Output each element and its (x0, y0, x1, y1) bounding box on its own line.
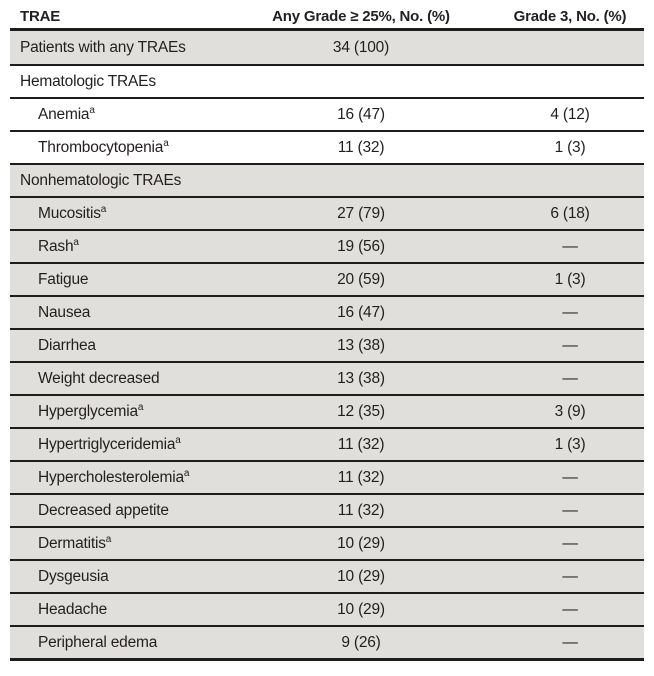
trae-label-cell (10, 601, 250, 619)
grade3-value: — (562, 600, 578, 618)
any-grade-value: 13 (38) (337, 369, 385, 387)
any-grade-value: 16 (47) (337, 303, 385, 321)
grade3-value: 4 (12) (550, 105, 590, 123)
trae-label: Hematologic TRAEs (20, 72, 156, 90)
footnote-marker: a (100, 203, 107, 215)
any-grade-value: 20 (59) (337, 270, 385, 288)
grade3-value: 1 (3) (554, 435, 586, 453)
any-grade-value: 27 (79) (337, 204, 385, 222)
trae-label-cell (10, 568, 250, 586)
table-row (10, 427, 644, 460)
any-grade-value: 10 (29) (337, 567, 385, 585)
trae-label: Dermatitis (38, 534, 106, 552)
footnote-marker: a (163, 137, 169, 149)
table-row (10, 31, 644, 64)
section-header-row (10, 64, 644, 97)
grade3-value: — (562, 237, 578, 255)
trae-label-cell (10, 502, 250, 520)
grade3-value: — (562, 369, 578, 387)
trae-label: Anemia (38, 105, 90, 123)
any-grade-value: 10 (29) (337, 534, 385, 552)
table-row (10, 97, 644, 130)
trae-label-cell (10, 469, 250, 487)
trae-label-cell (10, 73, 250, 91)
trae-label-cell (10, 271, 250, 289)
table-row (10, 196, 644, 229)
any-grade-value: 9 (26) (341, 633, 381, 651)
trae-label: Nonhematologic TRAEs (20, 171, 182, 189)
table-row (10, 262, 644, 295)
any-grade-value: 10 (29) (337, 600, 385, 618)
trae-label-cell (10, 39, 250, 57)
grade3-value: — (562, 336, 578, 354)
footnote-marker: a (175, 434, 181, 446)
trae-label: Thrombocytopenia (38, 138, 164, 156)
table-body (10, 31, 644, 661)
footnote-marker: a (105, 533, 112, 545)
trae-label: Decreased appetite (38, 501, 169, 519)
trae-label-cell (10, 535, 250, 553)
column-header-any-grade: Any Grade ≥ 25%, No. (%) (272, 7, 450, 25)
trae-label: Rash (38, 237, 74, 255)
trae-label: Diarrhea (38, 336, 96, 354)
any-grade-value: 11 (32) (337, 501, 385, 519)
trae-label-cell (10, 436, 250, 454)
grade3-value: — (562, 534, 578, 552)
grade3-value: — (562, 633, 578, 651)
grade3-value: — (562, 501, 578, 519)
trae-label-cell (10, 238, 250, 256)
grade3-value: — (562, 468, 578, 486)
trae-label: Dysgeusia (38, 567, 109, 585)
column-header-grade3: Grade 3, No. (%) (513, 7, 627, 25)
trae-label-cell (10, 172, 250, 190)
table-row (10, 361, 644, 394)
footnote-marker: a (137, 401, 144, 413)
table-row (10, 295, 644, 328)
table-row (10, 493, 644, 526)
table-header-row (10, 4, 644, 31)
any-grade-value: 34 (100) (332, 38, 390, 56)
grade3-value: 1 (3) (554, 270, 586, 288)
column-header-trae: TRAE (20, 7, 61, 25)
trae-label: Mucositis (38, 204, 101, 222)
table-row (10, 394, 644, 427)
trae-label: Nausea (38, 303, 91, 321)
grade3-value: — (562, 567, 578, 585)
trae-label-cell (10, 106, 250, 124)
table-row (10, 592, 644, 625)
grade3-value: 3 (9) (554, 402, 586, 420)
trae-label-cell (10, 634, 250, 652)
trae-label: Peripheral edema (38, 633, 158, 651)
footnote-marker: a (183, 467, 190, 479)
trae-label: Fatigue (38, 270, 89, 288)
table-row (10, 625, 644, 658)
trae-label-cell (10, 304, 250, 322)
any-grade-value: 12 (35) (337, 402, 385, 420)
section-header-row (10, 163, 644, 196)
table-row (10, 229, 644, 262)
table-row (10, 130, 644, 163)
table-row (10, 328, 644, 361)
trae-label-cell (10, 337, 250, 355)
trae-label: Headache (38, 600, 108, 618)
any-grade-value: 16 (47) (337, 105, 385, 123)
footnote-marker: a (89, 104, 95, 116)
table-row (10, 526, 644, 559)
trae-label: Weight decreased (38, 369, 160, 387)
any-grade-value: 19 (56) (337, 237, 385, 255)
grade3-value: 1 (3) (554, 138, 586, 156)
traes-table (10, 4, 644, 661)
trae-label: Hypertriglyceridemia (38, 435, 176, 453)
grade3-value: — (562, 303, 578, 321)
grade3-value: 6 (18) (550, 204, 590, 222)
trae-label-cell (10, 139, 250, 157)
trae-label: Hypercholesterolemia (38, 468, 184, 486)
trae-label-cell (10, 403, 250, 421)
any-grade-value: 11 (32) (337, 435, 385, 453)
any-grade-value: 11 (32) (337, 138, 385, 156)
trae-label-cell (10, 370, 250, 388)
table-row (10, 559, 644, 592)
trae-label: Hyperglycemia (38, 402, 138, 420)
any-grade-value: 13 (38) (337, 336, 385, 354)
trae-label-cell (10, 205, 250, 223)
trae-label: Patients with any TRAEs (20, 38, 186, 56)
any-grade-value: 11 (32) (337, 468, 385, 486)
footnote-marker: a (73, 236, 79, 248)
table-row (10, 460, 644, 493)
